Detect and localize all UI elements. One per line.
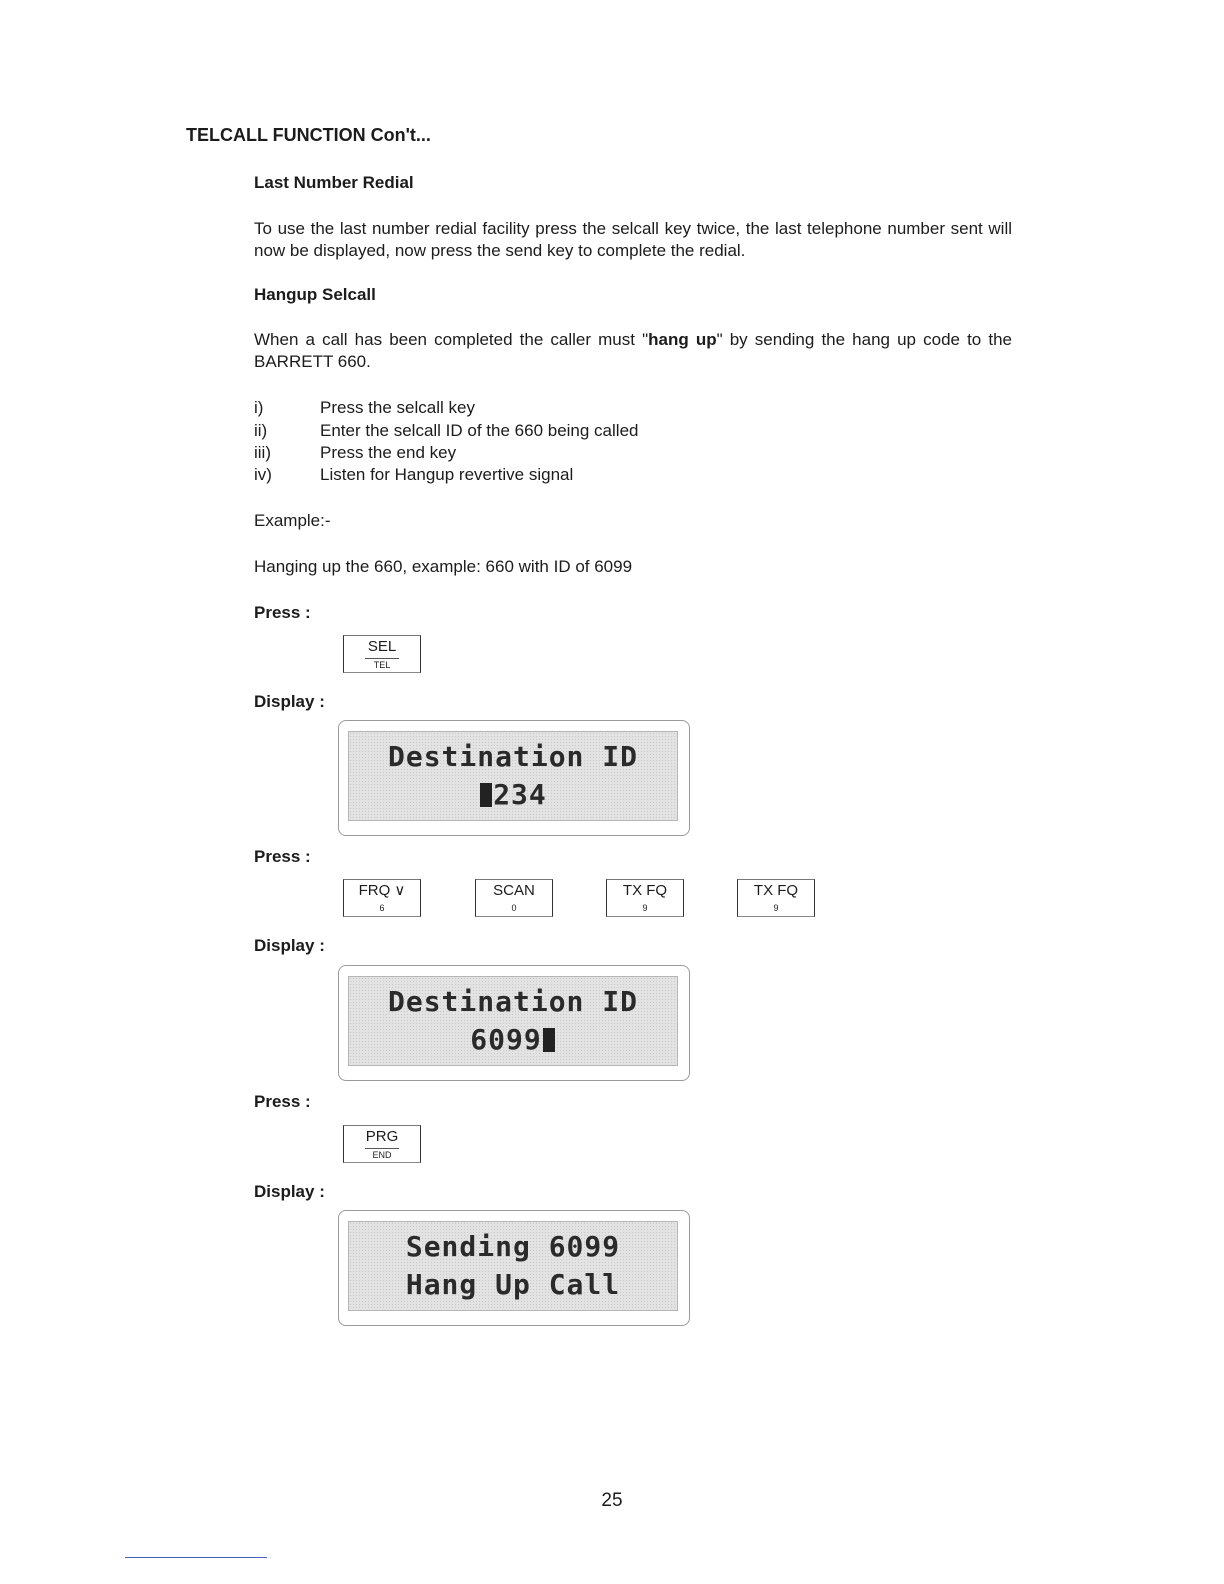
example-text: Hanging up the 660, example: 660 with ID of 6099	[254, 557, 633, 576]
press-label: Press :	[254, 603, 311, 622]
cursor-block	[543, 1028, 555, 1052]
page-number: 25	[601, 1490, 623, 1511]
page-heading: TELCALL FUNCTION Con't...	[186, 125, 431, 145]
scan-0-key[interactable]: SCAN 0	[475, 879, 553, 917]
step-item: iii) Press the end key	[254, 443, 457, 462]
sel-tel-key[interactable]: SEL TEL	[343, 635, 421, 673]
display-label: Display :	[254, 692, 325, 711]
hangup-text: When a call has been completed the caller must "hang up" by sending the hang up code to the BARRETT 660.	[254, 330, 1013, 371]
cursor-block	[480, 783, 492, 807]
press-label: Press :	[254, 847, 311, 866]
lcd-display: Sending 6099 Hang Up Call	[338, 1210, 690, 1326]
example-label: Example:-	[254, 511, 331, 530]
hangup-title: Hangup Selcall	[254, 285, 376, 304]
step-item: iv) Listen for Hangup revertive signal	[254, 465, 574, 484]
step-item: i) Press the selcall key	[254, 398, 475, 417]
footer-rule	[125, 1557, 267, 1558]
last-redial-title: Last Number Redial	[254, 173, 414, 192]
txfq-9-key[interactable]: TX FQ 9	[737, 879, 815, 917]
prg-end-key[interactable]: PRG END	[343, 1125, 421, 1163]
frq-6-key[interactable]: FRQ ∨ 6	[343, 879, 421, 917]
last-redial-text: To use the last number redial facility press the selcall key twice, the last telephone number sent will now be displayed, now press the send key to complete the redial.	[254, 219, 1012, 260]
step-item: ii) Enter the selcall ID of the 660 being called	[254, 421, 639, 440]
display-label: Display :	[254, 936, 325, 955]
lcd-display: Destination ID 234	[338, 720, 690, 836]
lcd-display: Destination ID 6099	[338, 965, 690, 1081]
display-label: Display :	[254, 1182, 325, 1201]
press-label: Press :	[254, 1092, 311, 1111]
txfq-9-key[interactable]: TX FQ 9	[606, 879, 684, 917]
